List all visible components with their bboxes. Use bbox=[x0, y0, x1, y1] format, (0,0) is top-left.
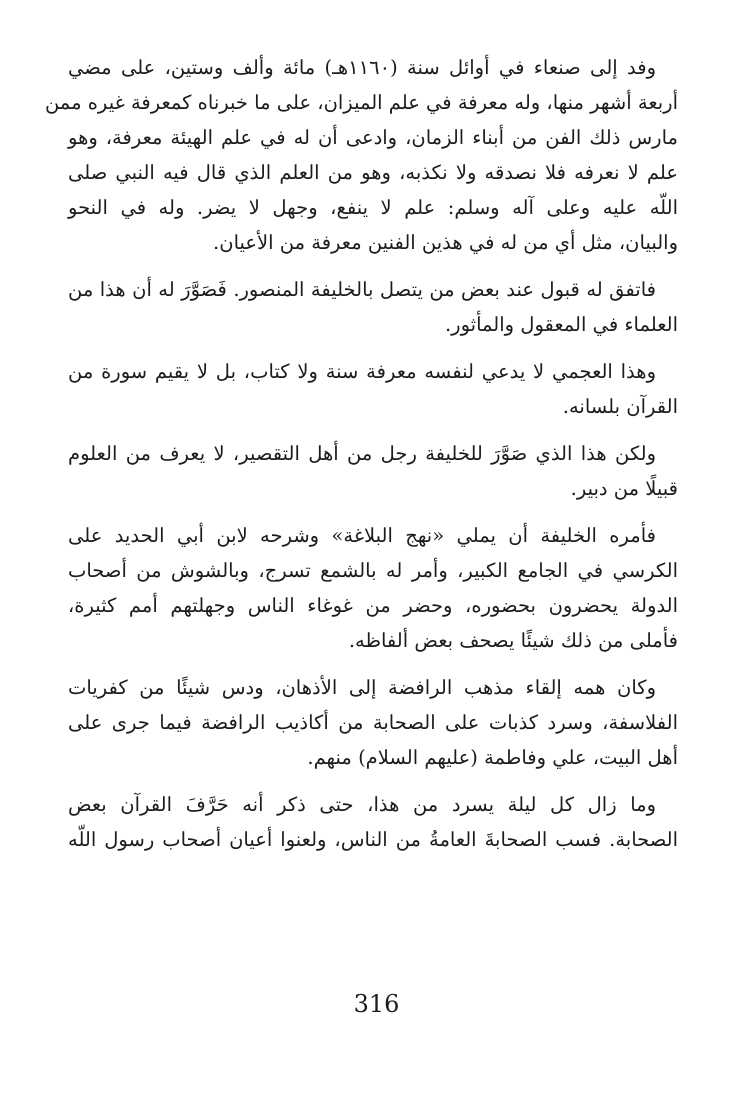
text-line: فاتفق له قبول عند بعض من يتصل بالخليفة المنصور. فَصَوَّرَ له أن هذا من bbox=[68, 278, 656, 301]
text-line: وما زال كل ليلة يسرد من هذا، حتى ذكر أنه حَرَّفَ القرآن بعض bbox=[68, 793, 656, 816]
page-number: 316 bbox=[353, 990, 400, 1018]
text-line: أهل البيت، علي وفاطمة (عليهم السلام) منهم. bbox=[307, 746, 678, 769]
text-line: اللّه عليه وعلى آله وسلم: علم لا ينفع، وجهل لا يضر. وله في النحو bbox=[68, 196, 678, 219]
text-line: والبيان، مثل أي من له في هذين الفنين معرفة من الأعيان. bbox=[213, 231, 678, 254]
paragraph-4 bbox=[68, 436, 700, 506]
text-line: وفد إلى صنعاء في أوائل سنة (١١٦٠هـ) مائة وألف وستين، على مضي bbox=[68, 56, 656, 79]
text-line: وكان همه إلقاء مذهب الرافضة إلى الأذهان، ودس شيئًا من كفريات bbox=[68, 676, 656, 699]
paragraph-3 bbox=[68, 354, 700, 424]
text-line: الكرسي في الجامع الكبير، وأمر له بالشمع تسرج، وبالشوش من أصحاب bbox=[68, 559, 678, 582]
text-line: ولكن هذا الذي صَوَّرَ للخليفة رجل من أهل التقصير، لا يعرف من العلوم bbox=[68, 442, 656, 465]
text-line: قبيلًا من دبير. bbox=[570, 477, 678, 500]
paragraph-6 bbox=[68, 670, 700, 775]
text-line: علم لا نعرفه فلا نصدقه ولا نكذبه، وهو من العلم الذي قال فيه النبي صلى bbox=[68, 161, 678, 184]
text-line: مارس ذلك الفن من أبناء الزمان، وادعى أن له في علم الهيئة معرفة، وهو bbox=[68, 126, 678, 149]
text-line: أربعة أشهر منها، وله معرفة في علم الميزان، على ما خبرناه كمعرفة غيره ممن bbox=[44, 91, 678, 114]
text-line: العلماء في المعقول والمأثور. bbox=[444, 313, 678, 336]
paragraph-7 bbox=[68, 787, 700, 857]
text-line: وهذا العجمي لا يدعي لنفسه معرفة سنة ولا كتاب، بل لا يقيم سورة من bbox=[68, 360, 656, 383]
text-line: الفلاسفة، وسرد كذبات على الصحابة من أكاذيب الرافضة فيما جرى على bbox=[68, 711, 678, 734]
text-line: فأملى من ذلك شيئًا يصحف بعض ألفاظه. bbox=[348, 629, 678, 652]
text-line: القرآن بلسانه. bbox=[562, 395, 678, 418]
page-body bbox=[44, 50, 700, 1010]
text-line: فأمره الخليفة أن يملي «نهج البلاغة» وشرحه لابن أبي الحديد على bbox=[68, 524, 656, 547]
paragraph-2 bbox=[68, 272, 700, 342]
paragraph-1 bbox=[44, 50, 700, 260]
paragraph-5 bbox=[68, 518, 700, 658]
text-line: الصحابة. فسب الصحابةَ العامةُ من الناس، ولعنوا أعيان أصحاب رسول اللّه bbox=[68, 828, 678, 851]
text-line: الدولة يحضرون بحضوره، وحضر من غوغاء الناس وجهلتهم أمم كثيرة، bbox=[68, 594, 678, 617]
